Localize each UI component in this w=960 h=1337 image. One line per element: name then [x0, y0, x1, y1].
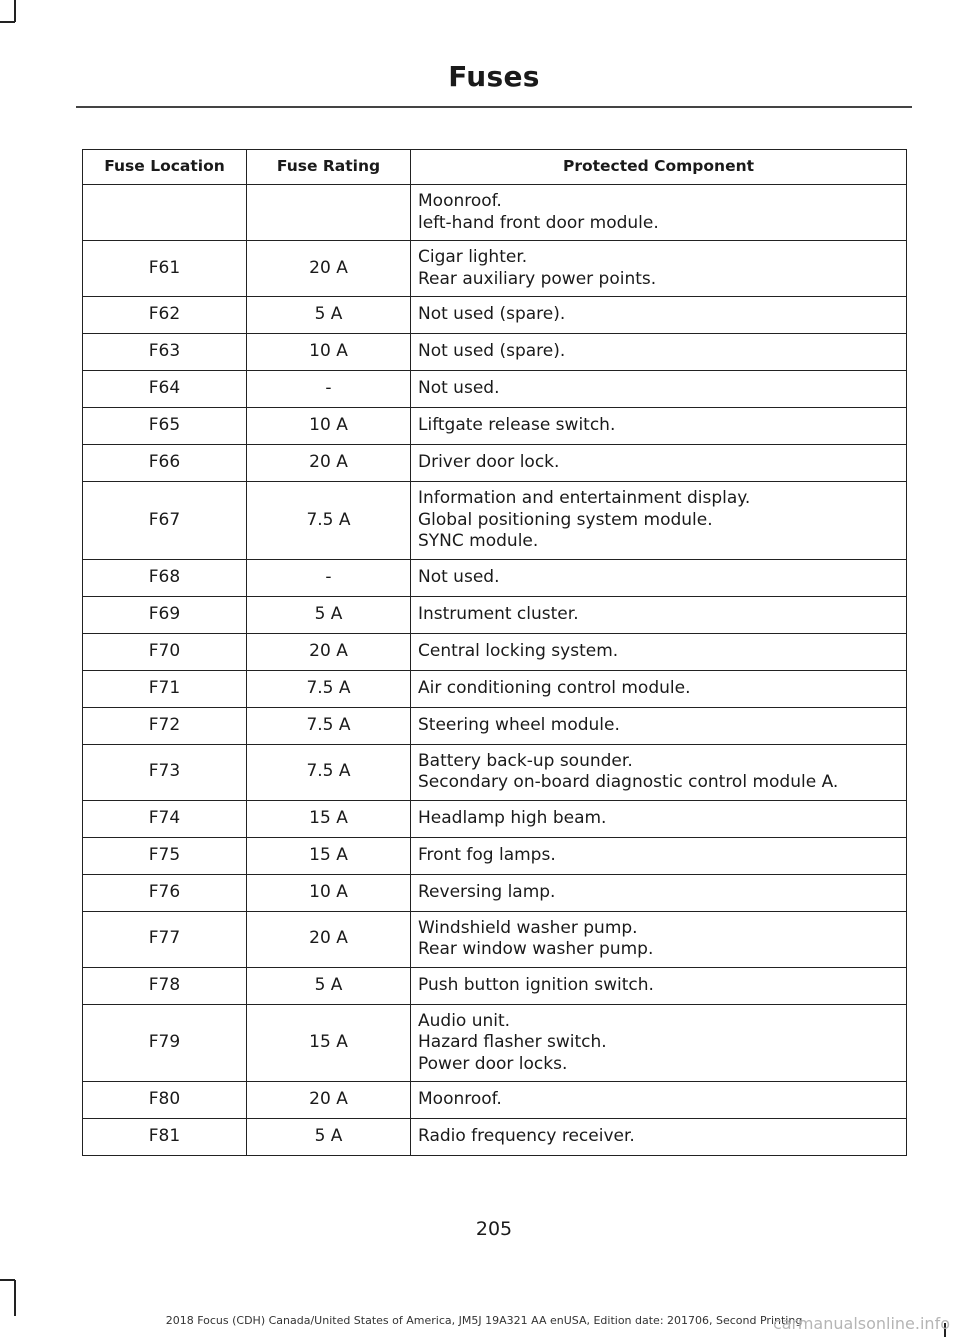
component-line: Central locking system. [418, 640, 619, 661]
header-rule [76, 106, 912, 108]
fuse-location: F66 [83, 445, 247, 482]
fuse-location: F79 [83, 1004, 247, 1082]
protected-component [411, 596, 907, 633]
component-line: SYNC module. [418, 531, 539, 551]
fuse-rating: 5 A [247, 1119, 411, 1156]
fuse-rating: 7.5 A [247, 482, 411, 560]
component-line: Rear auxiliary power points. [418, 268, 657, 289]
fuse-location: F81 [83, 1119, 247, 1156]
component-line: Audio unit. [418, 1010, 511, 1031]
fuse-rating: 20 A [247, 633, 411, 670]
fuse-rating: 7.5 A [247, 744, 411, 800]
component-line: Headlamp high beam. [418, 807, 607, 828]
table-row [83, 371, 907, 408]
fuse-rating: 20 A [247, 445, 411, 482]
table-row [83, 408, 907, 445]
component-line: Information and entertainment display. [418, 488, 751, 508]
fuse-location: F75 [83, 837, 247, 874]
table-row [83, 297, 907, 334]
fuse-location: F73 [83, 744, 247, 800]
fuse-table [82, 149, 907, 1156]
table-row [83, 559, 907, 596]
component-line: Hazard flasher switch. [418, 1032, 607, 1052]
protected-component [411, 633, 907, 670]
table-row [83, 707, 907, 744]
crop-mark-bottom-left-h [0, 1279, 15, 1281]
component-line: Reversing lamp. [418, 881, 556, 902]
fuse-location: F74 [83, 800, 247, 837]
fuse-rating: 5 A [247, 596, 411, 633]
fuse-location: F70 [83, 633, 247, 670]
table-row [83, 670, 907, 707]
component-line: Steering wheel module. [418, 714, 620, 735]
table-row [83, 445, 907, 482]
fuse-location: F78 [83, 967, 247, 1004]
component-line: Global positioning system module. [418, 509, 713, 530]
table-row [83, 1082, 907, 1119]
component-line: Power door locks. [418, 1053, 568, 1074]
table-row [83, 334, 907, 371]
protected-component [411, 408, 907, 445]
component-line: Front fog lamps. [418, 844, 556, 865]
protected-component [411, 559, 907, 596]
fuse-location [83, 185, 247, 241]
table-body [83, 185, 907, 1156]
component-line: Battery back-up sounder. [418, 750, 633, 771]
fuse-rating: 20 A [247, 241, 411, 297]
fuse-rating [247, 185, 411, 241]
fuse-rating: 7.5 A [247, 670, 411, 707]
fuse-rating: - [247, 559, 411, 596]
fuse-location: F61 [83, 241, 247, 297]
column-header-location: Fuse Location [83, 150, 247, 185]
protected-component [411, 1082, 907, 1119]
protected-component [411, 334, 907, 371]
protected-component [411, 967, 907, 1004]
component-line: Instrument cluster. [418, 603, 579, 624]
component-line: Liftgate release switch. [418, 415, 616, 436]
protected-component [411, 874, 907, 911]
component-line: Not used (spare). [418, 341, 566, 362]
fuse-location: F67 [83, 482, 247, 560]
table-row [83, 482, 907, 560]
fuse-rating: 7.5 A [247, 707, 411, 744]
fuse-location: F65 [83, 408, 247, 445]
table-header-row [83, 150, 907, 185]
fuse-rating: - [247, 371, 411, 408]
table-row [83, 967, 907, 1004]
fuse-location: F69 [83, 596, 247, 633]
component-line: Cigar lighter. [418, 247, 528, 267]
component-line: Not used. [418, 566, 500, 587]
fuse-rating: 15 A [247, 837, 411, 874]
protected-component [411, 1119, 907, 1156]
fuse-location: F71 [83, 670, 247, 707]
protected-component [411, 670, 907, 707]
component-line: Push button ignition switch. [418, 974, 654, 995]
watermark: carmanualsonline.info [772, 1314, 950, 1333]
table-row [83, 241, 907, 297]
table-row [83, 911, 907, 967]
component-line: Secondary on-board diagnostic control module A. [418, 772, 839, 792]
component-line: Windshield washer pump. [418, 917, 638, 938]
protected-component [411, 911, 907, 967]
table-row [83, 1119, 907, 1156]
component-line: left-hand front door module. [418, 212, 659, 233]
page-number: 205 [475, 1218, 513, 1240]
component-line: Not used. [418, 378, 500, 399]
table-row [83, 596, 907, 633]
component-line: Air conditioning control module. [418, 677, 691, 698]
fuse-rating: 15 A [247, 800, 411, 837]
fuse-rating: 20 A [247, 1082, 411, 1119]
crop-mark-top-left [14, 0, 16, 22]
protected-component [411, 837, 907, 874]
component-line: Moonroof. [418, 1089, 502, 1110]
fuse-location: F76 [83, 874, 247, 911]
table-row [83, 837, 907, 874]
column-header-component: Protected Component [411, 150, 907, 185]
protected-component [411, 241, 907, 297]
table-row [83, 744, 907, 800]
fuse-location: F64 [83, 371, 247, 408]
table-row [83, 874, 907, 911]
component-line: Moonroof. [418, 191, 502, 211]
protected-component [411, 445, 907, 482]
fuse-rating: 20 A [247, 911, 411, 967]
protected-component [411, 297, 907, 334]
fuse-rating: 10 A [247, 408, 411, 445]
fuse-location: F63 [83, 334, 247, 371]
table-row [83, 800, 907, 837]
edition-footer: 2018 Focus (CDH) Canada/United States of America, JM5J 19A321 AA enUSA, Edition date: 201706, Second Printing [165, 1314, 803, 1327]
fuse-rating: 15 A [247, 1004, 411, 1082]
protected-component [411, 185, 907, 241]
protected-component [411, 800, 907, 837]
protected-component [411, 482, 907, 560]
fuse-location: F68 [83, 559, 247, 596]
column-header-rating: Fuse Rating [247, 150, 411, 185]
table-row [83, 633, 907, 670]
fuse-location: F77 [83, 911, 247, 967]
component-line: Not used (spare). [418, 304, 566, 325]
protected-component [411, 371, 907, 408]
fuse-rating: 5 A [247, 297, 411, 334]
fuse-location: F62 [83, 297, 247, 334]
fuse-rating: 5 A [247, 967, 411, 1004]
component-line: Driver door lock. [418, 452, 560, 473]
protected-component [411, 744, 907, 800]
fuse-rating: 10 A [247, 334, 411, 371]
crop-mark-bottom-left [14, 1280, 16, 1316]
component-line: Rear window washer pump. [418, 939, 654, 959]
crop-mark-top-left-h [0, 21, 15, 23]
component-line: Radio frequency receiver. [418, 1126, 635, 1147]
protected-component [411, 707, 907, 744]
fuse-rating: 10 A [247, 874, 411, 911]
page-title: Fuses [448, 60, 540, 93]
table-row [83, 1004, 907, 1082]
protected-component [411, 1004, 907, 1082]
fuse-location: F72 [83, 707, 247, 744]
fuse-location: F80 [83, 1082, 247, 1119]
table-row [83, 185, 907, 241]
